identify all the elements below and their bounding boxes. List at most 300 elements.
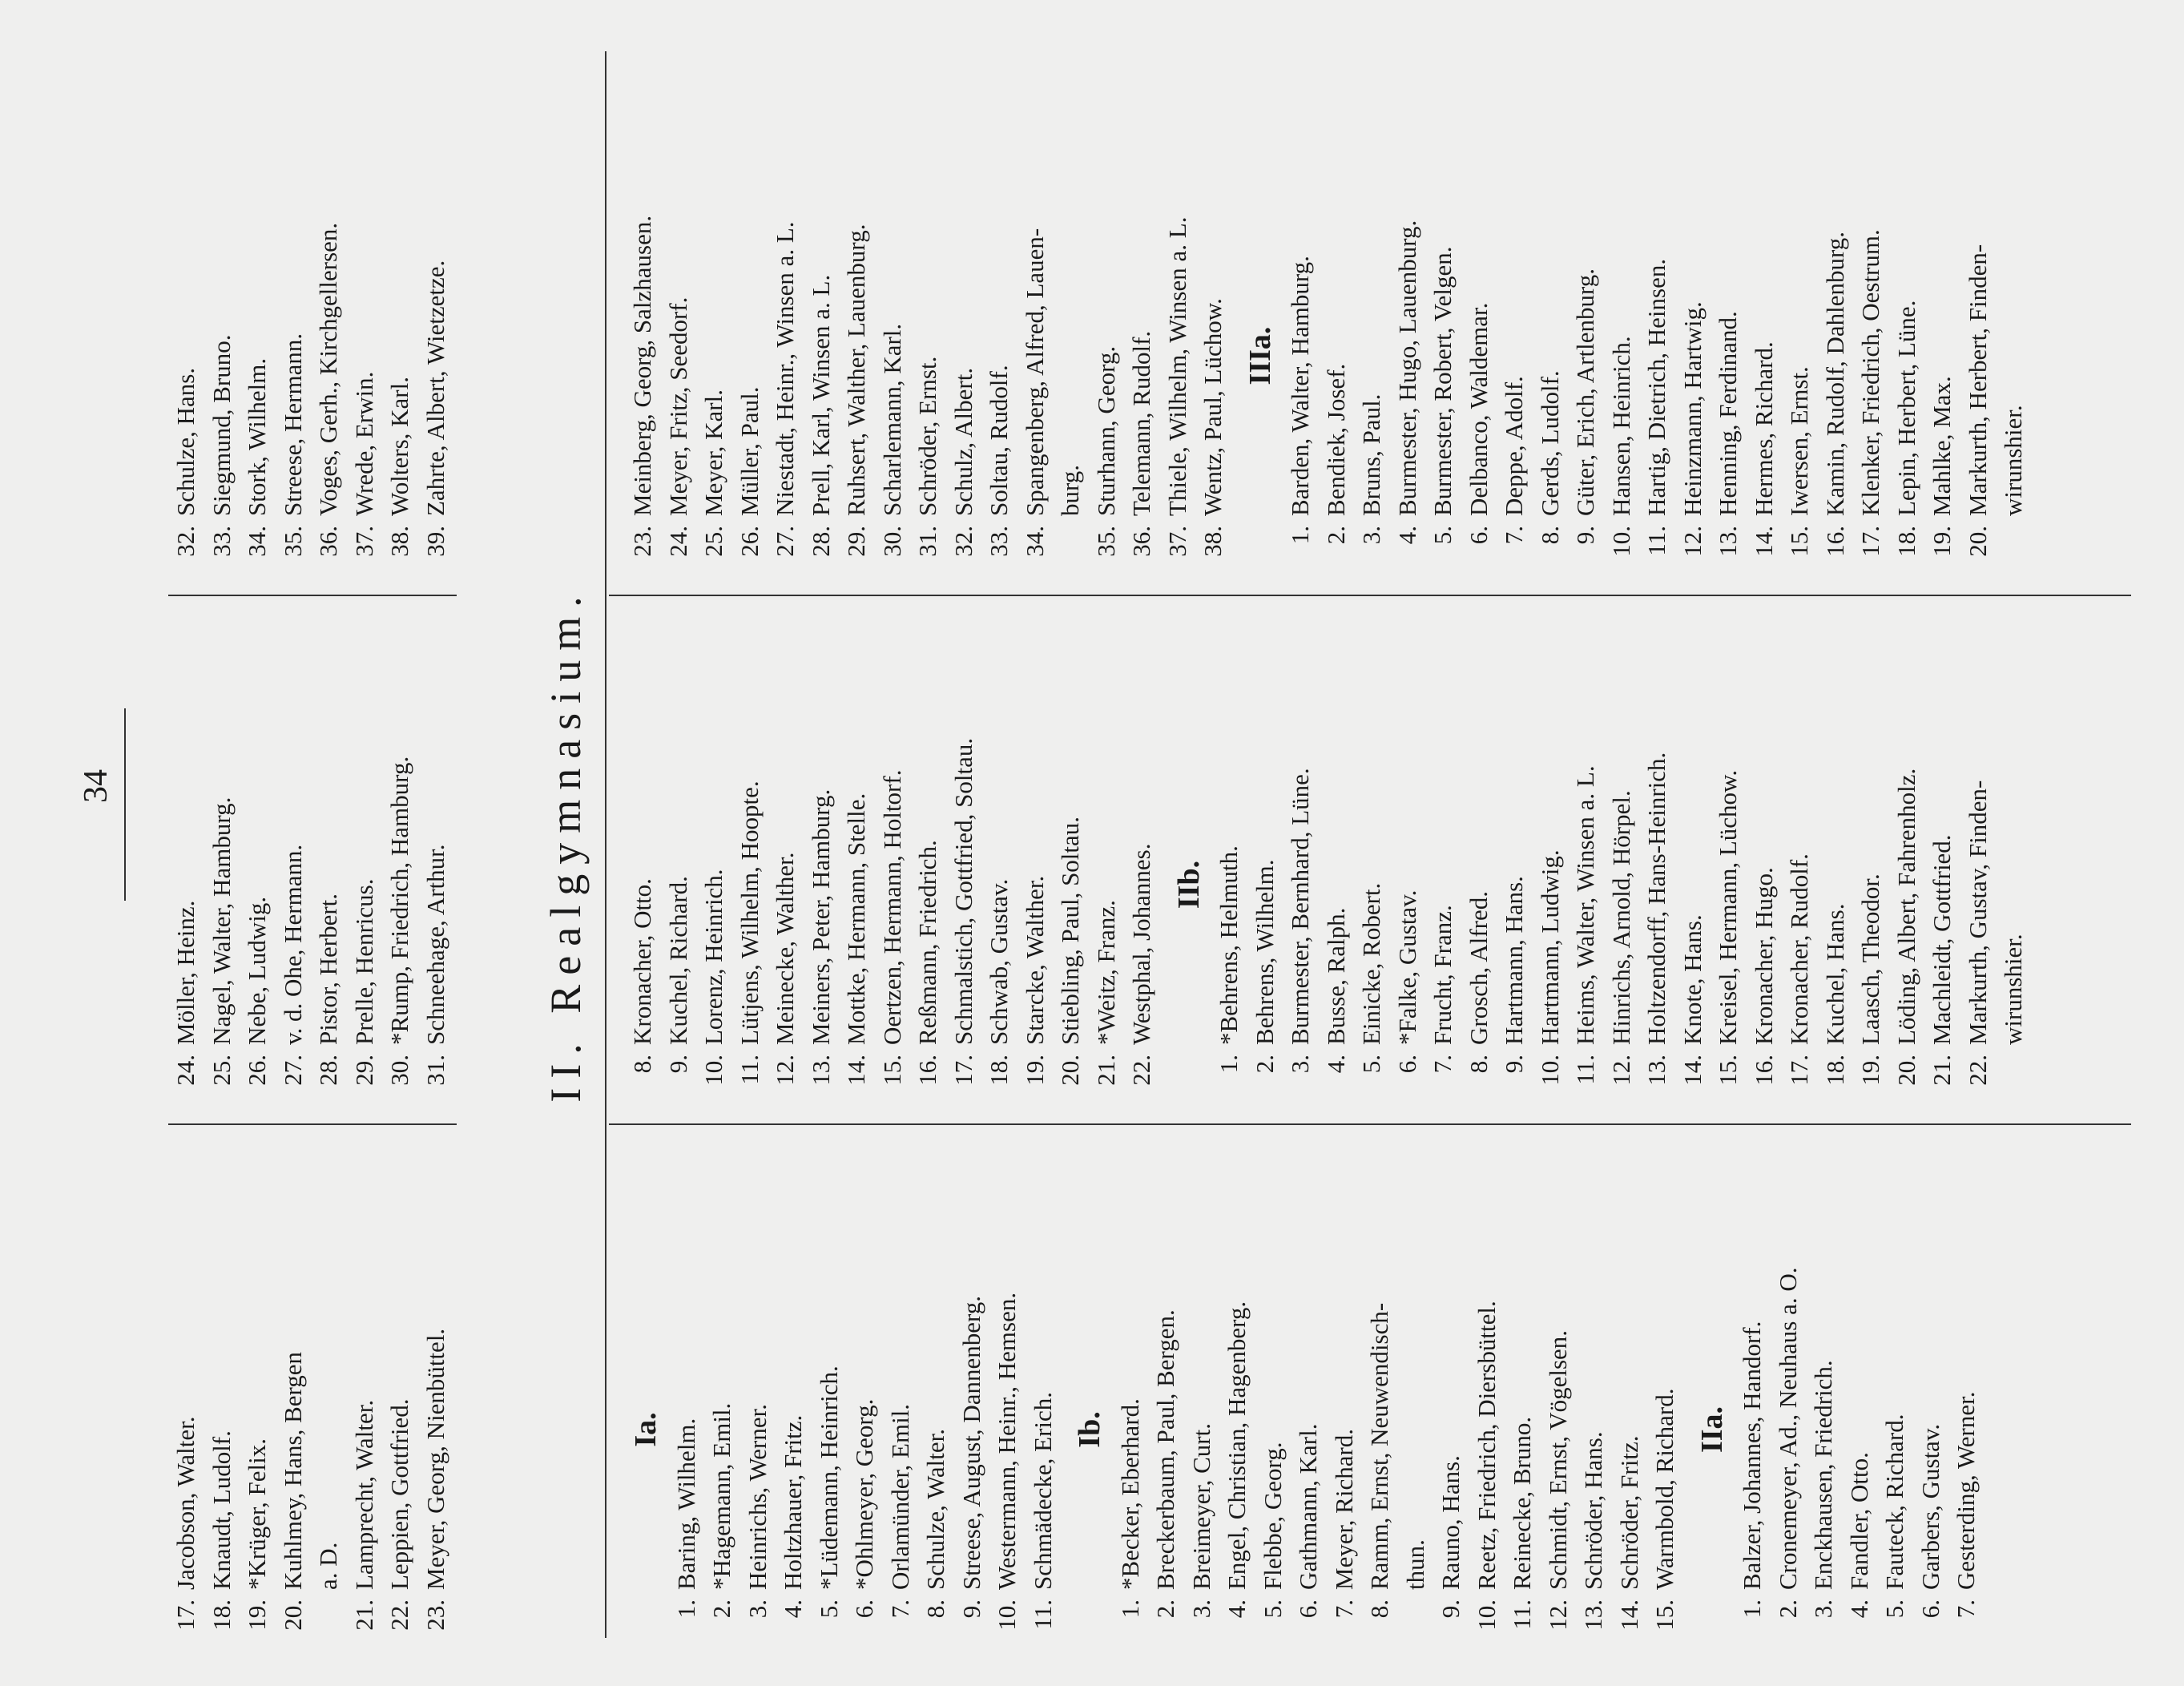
item-text: Starcke, Walther.	[1020, 875, 1049, 1045]
item-number: 22.	[1963, 1055, 1992, 1086]
list-item	[1247, 676, 1283, 1093]
item-number: 3.	[1286, 1055, 1314, 1074]
list-item	[1889, 676, 1925, 1093]
list-item	[1782, 147, 1818, 564]
item-number: 4.	[779, 1599, 807, 1619]
item-text: Müller, Paul.	[735, 386, 764, 516]
item-text: Heims, Walter, Winsen a. L.	[1571, 765, 1599, 1045]
list-item	[1735, 1221, 1771, 1638]
list-item	[696, 676, 732, 1093]
item-number: 20.	[1963, 526, 1992, 557]
item-text: Leppien, Gottfried.	[385, 1398, 413, 1590]
list-item	[1089, 676, 1125, 1093]
list-item	[1148, 1221, 1184, 1638]
item-number: 25.	[699, 526, 727, 557]
list-item	[1711, 676, 1747, 1093]
item-text: Hansen, Heinrich.	[1606, 336, 1635, 516]
list-item	[1568, 676, 1604, 1093]
item-text: Nebe, Ludwig.	[243, 896, 271, 1045]
item-text: Lorenz, Heinrich.	[699, 869, 727, 1045]
class-heading: IIIa.	[1243, 326, 1277, 385]
list-item	[1675, 676, 1711, 1093]
item-number: 7.	[1500, 526, 1528, 545]
item-number: 16.	[1820, 526, 1849, 557]
item-text: Warmbold, Richard.	[1650, 1388, 1678, 1590]
item-number: 19.	[1928, 526, 1956, 557]
list-item	[240, 147, 276, 564]
item-text: Meinberg, Georg, Salzhausen.	[628, 215, 656, 516]
item-text: Mottke, Hermann, Stelle.	[842, 793, 870, 1045]
list-item	[1853, 147, 1889, 564]
list-item	[1842, 1221, 1878, 1638]
item-text: v. d. Ohe, Hermann.	[278, 844, 307, 1045]
item-number: 24.	[171, 1055, 199, 1086]
list-item	[732, 147, 768, 564]
item-number: 15.	[1714, 1055, 1742, 1086]
item-number: 14.	[1678, 1055, 1707, 1086]
item-text: Telemann, Rudolf.	[1127, 330, 1155, 516]
item-number: 5.	[1428, 526, 1457, 545]
item-number: 36.	[314, 526, 342, 557]
list-item	[1639, 147, 1675, 564]
list-item	[418, 1221, 454, 1638]
list-item	[661, 676, 697, 1093]
item-number: 10.	[1535, 1055, 1564, 1086]
item-text: Gerds, Ludolf.	[1535, 370, 1564, 516]
item-number: 9.	[957, 1599, 985, 1619]
bottom-column-3	[625, 147, 2032, 564]
item-number: 18.	[985, 1055, 1013, 1086]
list-item-continuation: thun.	[1400, 1539, 1429, 1590]
bottom-column-2	[625, 676, 2032, 1093]
list-item	[1889, 147, 1925, 564]
item-text: Schröder, Ernst.	[913, 356, 941, 516]
list-item	[1319, 676, 1355, 1093]
item-number: 28.	[806, 526, 835, 557]
item-number: 6.	[1294, 1599, 1322, 1619]
item-number: 37.	[349, 526, 378, 557]
item-number: 17.	[171, 1599, 199, 1631]
list-item	[1124, 676, 1160, 1093]
item-text: Machleidt, Gottfried.	[1928, 834, 1956, 1045]
item-text: Enckhausen, Friedrich.	[1809, 1360, 1837, 1590]
item-number: 8.	[1365, 1599, 1393, 1619]
list-item	[1771, 1221, 1807, 1638]
item-number: 15.	[1650, 1599, 1678, 1631]
item-number: 14.	[842, 1055, 870, 1086]
item-text: Bruns, Paul.	[1357, 393, 1385, 516]
item-number: 1.	[671, 1599, 700, 1619]
item-text: Wentz, Paul, Lüchow.	[1199, 298, 1227, 516]
item-text: Kreisel, Hermann, Lüchow.	[1714, 769, 1742, 1045]
list-item	[1283, 676, 1319, 1093]
item-text: Spangenberg, Alfred, Lauen-	[1020, 228, 1049, 516]
item-number: 21.	[1928, 1055, 1956, 1086]
item-text: Hartmann, Ludwig.	[1535, 849, 1564, 1045]
item-number: 5.	[1258, 1599, 1287, 1619]
class-heading: IIb.	[1171, 860, 1206, 910]
item-text: Knote, Hans.	[1678, 914, 1707, 1045]
item-text: Streese, Hermann.	[278, 333, 307, 516]
list-item	[204, 1221, 240, 1638]
item-number: 31.	[421, 1055, 449, 1086]
list-item	[382, 147, 418, 564]
list-item	[669, 1221, 705, 1638]
item-text: Oertzen, Hermann, Holtorf.	[877, 769, 906, 1045]
list-item	[168, 147, 204, 564]
list-item	[918, 1221, 954, 1638]
item-number: 12.	[1678, 526, 1707, 557]
item-text: Gathmann, Karl.	[1294, 1423, 1322, 1590]
item-number: 8.	[1535, 526, 1564, 545]
list-item	[1924, 676, 1960, 1093]
item-text: Henning, Ferdinand.	[1714, 311, 1742, 516]
list-item	[847, 1221, 883, 1638]
item-number: 12.	[771, 1055, 799, 1086]
list-item	[1354, 147, 1390, 564]
item-text: Nagel, Walter, Hamburg.	[207, 797, 236, 1045]
list-item	[1818, 147, 1854, 564]
item-text: Engel, Christian, Hagenberg.	[1223, 1301, 1251, 1590]
item-text: Klenker, Friedrich, Oestrum.	[1856, 229, 1884, 516]
list-item	[1568, 147, 1604, 564]
list-item	[204, 676, 240, 1093]
item-number: 22.	[1127, 1055, 1155, 1086]
top-column-2	[168, 676, 453, 1093]
item-number: 18.	[1820, 1055, 1849, 1086]
list-item	[625, 147, 661, 564]
list-item	[311, 676, 347, 1093]
list-item	[1433, 1221, 1469, 1638]
top-column-1	[168, 1221, 453, 1638]
item-text: Schmalstich, Gottfried, Soltau.	[949, 737, 977, 1045]
list-item	[1612, 1221, 1648, 1638]
item-text: Knaudt, Ludolf.	[207, 1430, 236, 1590]
item-number: 16.	[1749, 1055, 1778, 1086]
list-item	[989, 1221, 1026, 1638]
list-item	[1948, 1221, 1985, 1638]
item-number: 13.	[806, 1055, 835, 1086]
item-number: 35.	[278, 526, 307, 557]
list-item	[276, 1221, 312, 1638]
item-number: 2.	[1321, 526, 1350, 545]
item-number: 6.	[1916, 1599, 1944, 1619]
item-text: Reetz, Friedrich, Diersbüttel.	[1472, 1301, 1501, 1590]
list-item	[418, 147, 454, 564]
list-item	[1211, 676, 1247, 1093]
item-number: 33.	[207, 526, 236, 557]
top-column-divider-1	[168, 1123, 457, 1125]
item-text: Burmester, Hugo, Lauenburg.	[1392, 220, 1421, 516]
item-number: 38.	[1199, 526, 1227, 557]
list-item-continuation: wirunshier.	[1999, 405, 2027, 516]
item-number: 9.	[1437, 1599, 1465, 1619]
item-text: Schröder, Fritz.	[1614, 1435, 1643, 1590]
item-text: Breimeyer, Curt.	[1187, 1423, 1215, 1590]
item-number: 25.	[207, 1055, 236, 1086]
item-number: 6.	[850, 1599, 878, 1619]
item-text: Schulze, Hans.	[171, 367, 199, 516]
item-number: 1.	[1738, 1599, 1766, 1619]
item-text: Heinrichs, Werner.	[743, 1404, 772, 1590]
item-number: 15.	[1785, 526, 1813, 557]
item-text: *Behrens, Helmuth.	[1215, 845, 1243, 1045]
item-text: Siegmund, Bruno.	[207, 334, 236, 516]
item-number: 11.	[1028, 1599, 1057, 1630]
list-item	[311, 147, 347, 564]
item-number: 35.	[1091, 526, 1120, 557]
list-item	[1469, 1221, 1505, 1638]
list-item	[1647, 1221, 1683, 1638]
list-item	[1461, 676, 1497, 1093]
list-item	[1639, 676, 1675, 1093]
item-text: Lamprecht, Walter.	[349, 1399, 378, 1590]
list-item	[1390, 147, 1426, 564]
bottom-column-divider-2	[609, 595, 2131, 596]
section-title: II. Realgymnasium.	[542, 587, 590, 1103]
item-text: Löding, Albert, Fahrenholz.	[1892, 768, 1920, 1045]
list-item-continuation: a. D.	[314, 1542, 342, 1590]
item-text: Thiele, Wilhelm, Winsen a. L.	[1163, 216, 1191, 516]
item-text: *Falke, Gustav.	[1392, 889, 1421, 1045]
list-item	[1782, 676, 1818, 1093]
item-number: 12.	[1606, 1055, 1635, 1086]
list-item	[347, 147, 383, 564]
item-text: Kuchel, Richard.	[663, 876, 692, 1045]
item-number: 7.	[885, 1599, 914, 1619]
item-text: Stork, Wilhelm.	[243, 357, 271, 516]
item-number: 4.	[1223, 1599, 1251, 1619]
list-item	[1053, 676, 1089, 1093]
item-text: Meyer, Georg, Nienbüttel.	[421, 1328, 449, 1590]
item-text: Kamin, Rudolf, Dahlenburg.	[1820, 231, 1849, 516]
item-number: 15.	[877, 1055, 906, 1086]
list-item	[276, 676, 312, 1093]
item-text: *Weitz, Franz.	[1091, 900, 1120, 1045]
item-text: Schulze, Walter.	[921, 1429, 949, 1590]
list-item	[804, 676, 840, 1093]
item-number: 3.	[1187, 1599, 1215, 1619]
item-number: 4.	[1392, 526, 1421, 545]
list-item	[1089, 147, 1125, 564]
item-number: 1.	[1215, 1055, 1243, 1074]
item-number: 2.	[707, 1599, 735, 1619]
list-item	[1195, 147, 1231, 564]
list-item-continuation: wirunshier.	[1999, 934, 2027, 1045]
item-number: 20.	[1892, 1055, 1920, 1086]
item-number: 39.	[421, 526, 449, 557]
list-item	[1747, 147, 1783, 564]
item-text: Deppe, Adolf.	[1500, 376, 1528, 516]
item-text: Lütjens, Wilhelm, Hoopte.	[735, 780, 764, 1045]
item-number: 19.	[1856, 1055, 1884, 1086]
list-item	[204, 147, 240, 564]
list-item	[981, 147, 1017, 564]
list-item	[1877, 1221, 1913, 1638]
item-text: Wolters, Karl.	[385, 377, 413, 516]
list-item	[740, 1221, 776, 1638]
list-item	[1924, 147, 1960, 564]
item-number: 37.	[1163, 526, 1191, 557]
item-text: Frucht, Franz.	[1428, 905, 1457, 1045]
list-item	[1533, 147, 1569, 564]
top-column-divider-2	[168, 595, 457, 596]
list-item	[1604, 147, 1640, 564]
item-text: Kronacher, Hugo.	[1749, 867, 1778, 1045]
list-item	[1026, 1221, 1062, 1638]
item-text: Kronacher, Rudolf.	[1785, 853, 1813, 1045]
item-text: Lepin, Herbert, Lüne.	[1892, 300, 1920, 516]
item-text: Cronemeyer, Ad., Neuhaus a. O.	[1773, 1267, 1802, 1590]
item-text: Schröder, Hans.	[1579, 1431, 1607, 1590]
item-number: 38.	[385, 526, 413, 557]
list-item	[382, 676, 418, 1093]
item-text: Schmädecke, Erich.	[1028, 1391, 1057, 1590]
list-item	[1541, 1221, 1577, 1638]
item-number: 16.	[913, 1055, 941, 1086]
header-rule	[124, 708, 126, 901]
item-number: 26.	[735, 526, 764, 557]
item-text: Breckerbaum, Paul, Bergen.	[1151, 1309, 1179, 1590]
item-number: 3.	[1809, 1599, 1837, 1619]
item-text: Gesterding, Werner.	[1952, 1391, 1980, 1590]
list-item	[168, 676, 204, 1093]
list-item	[1017, 147, 1054, 564]
item-text: Schulz, Albert.	[949, 367, 977, 516]
item-text: *Becker, Eberhard.	[1115, 1398, 1144, 1590]
item-text: Einicke, Robert.	[1357, 882, 1385, 1045]
item-text: Behrens, Wilhelm.	[1250, 859, 1279, 1045]
list-item	[625, 676, 661, 1093]
list-item	[1113, 1221, 1149, 1638]
list-item	[1604, 676, 1640, 1093]
item-text: *Lüdemann, Heinrich.	[814, 1365, 843, 1590]
list-item	[1960, 676, 1997, 1093]
item-text: Schneehage, Arthur.	[421, 844, 449, 1045]
list-item	[1505, 1221, 1541, 1638]
item-number: 10.	[993, 1599, 1021, 1631]
item-text: Prelle, Henricus.	[349, 878, 378, 1045]
list-item	[1390, 676, 1426, 1093]
list-item	[1497, 147, 1533, 564]
item-number: 8.	[628, 1055, 656, 1074]
list-item	[696, 147, 732, 564]
list-item	[1461, 147, 1497, 564]
item-number: 18.	[207, 1599, 236, 1631]
list-item	[1283, 147, 1319, 564]
item-number: 27.	[278, 1055, 307, 1086]
item-text: *Hagemann, Emil.	[707, 1402, 735, 1590]
list-item	[812, 1221, 848, 1638]
item-number: 17.	[1785, 1055, 1813, 1086]
item-text: Hartig, Dietrich, Heinsen.	[1642, 258, 1670, 516]
item-number: 12.	[1543, 1599, 1572, 1631]
item-number: 11.	[1571, 1055, 1599, 1085]
item-number: 27.	[771, 526, 799, 557]
item-number: 32.	[171, 526, 199, 557]
item-text: Westphal, Johannes.	[1127, 843, 1155, 1045]
item-text: Hinrichs, Arnold, Hörpel.	[1606, 790, 1635, 1045]
item-number: 4.	[1844, 1599, 1873, 1619]
item-number: 29.	[349, 1055, 378, 1086]
item-number: 28.	[314, 1055, 342, 1086]
item-number: 33.	[985, 526, 1013, 557]
item-number: 10.	[1472, 1599, 1501, 1631]
item-text: Busse, Ralph.	[1321, 907, 1350, 1045]
list-item	[704, 1221, 740, 1638]
item-text: Jacobson, Walter.	[171, 1416, 199, 1590]
item-number: 7.	[1428, 1055, 1457, 1074]
class-heading: Ia.	[629, 1412, 663, 1447]
list-item	[1818, 676, 1854, 1093]
item-text: Fandler, Otto.	[1844, 1452, 1873, 1590]
item-text: Balzer, Johannes, Handorf.	[1738, 1321, 1766, 1590]
item-text: Barden, Walter, Hamburg.	[1286, 256, 1314, 516]
item-text: Möller, Heinz.	[171, 900, 199, 1045]
list-item	[1576, 1221, 1612, 1638]
item-text: Rauno, Hans.	[1437, 1455, 1465, 1590]
item-number: 29.	[842, 526, 870, 557]
list-item	[240, 1221, 276, 1638]
item-text: Fauteck, Richard.	[1880, 1414, 1908, 1590]
list-item	[910, 676, 946, 1093]
item-number: 30.	[877, 526, 906, 557]
item-text: Burmester, Bernhard, Lüne.	[1286, 768, 1314, 1045]
list-item	[875, 147, 911, 564]
item-text: Kronacher, Otto.	[628, 878, 656, 1045]
item-number: 13.	[1714, 526, 1742, 557]
item-number: 34.	[243, 526, 271, 557]
item-text: Meinecke, Walther.	[771, 852, 799, 1045]
page-number: 34	[78, 769, 115, 803]
item-number: 5.	[1357, 1055, 1385, 1074]
list-item	[1960, 147, 1997, 564]
list-item	[1184, 1221, 1220, 1638]
list-item	[276, 147, 312, 564]
item-number: 17.	[949, 1055, 977, 1086]
item-text: Niestadt, Heinr., Winsen a. L.	[771, 221, 799, 516]
item-number: 10.	[699, 1055, 727, 1086]
list-item	[1425, 676, 1461, 1093]
item-text: Reinecke, Bruno.	[1508, 1416, 1536, 1590]
item-number: 20.	[1056, 1055, 1084, 1086]
item-number: 11.	[1508, 1599, 1536, 1630]
item-text: Markurth, Herbert, Finden-	[1963, 244, 1992, 516]
item-text: Grosch, Alfred.	[1464, 891, 1493, 1045]
item-text: Markurth, Gustav, Finden-	[1963, 780, 1992, 1045]
item-number: 3.	[1357, 526, 1385, 545]
list-item	[1124, 147, 1160, 564]
item-text: Holtzendorff, Hans-Heinrich.	[1642, 752, 1670, 1045]
item-number: 30.	[385, 1055, 413, 1086]
item-number: 32.	[949, 526, 977, 557]
item-text: Voges, Gerh., Kirchgellersen.	[314, 222, 342, 516]
item-number: 6.	[1464, 526, 1493, 545]
item-number: 8.	[1464, 1055, 1493, 1074]
item-number: 5.	[814, 1599, 843, 1619]
bottom-column-1	[617, 1221, 1985, 1638]
list-item-continuation: burg.	[1056, 464, 1084, 516]
item-text: Pistor, Herbert.	[314, 893, 342, 1045]
item-text: Heinzmann, Hartwig.	[1678, 301, 1707, 516]
list-item	[347, 676, 383, 1093]
list-item	[732, 676, 768, 1093]
item-text: Orlamünder, Emil.	[885, 1403, 914, 1590]
item-text: Scharlemann, Karl.	[877, 323, 906, 516]
list-item	[839, 147, 875, 564]
item-text: Meyer, Richard.	[1329, 1428, 1358, 1590]
list-item	[1354, 676, 1390, 1093]
